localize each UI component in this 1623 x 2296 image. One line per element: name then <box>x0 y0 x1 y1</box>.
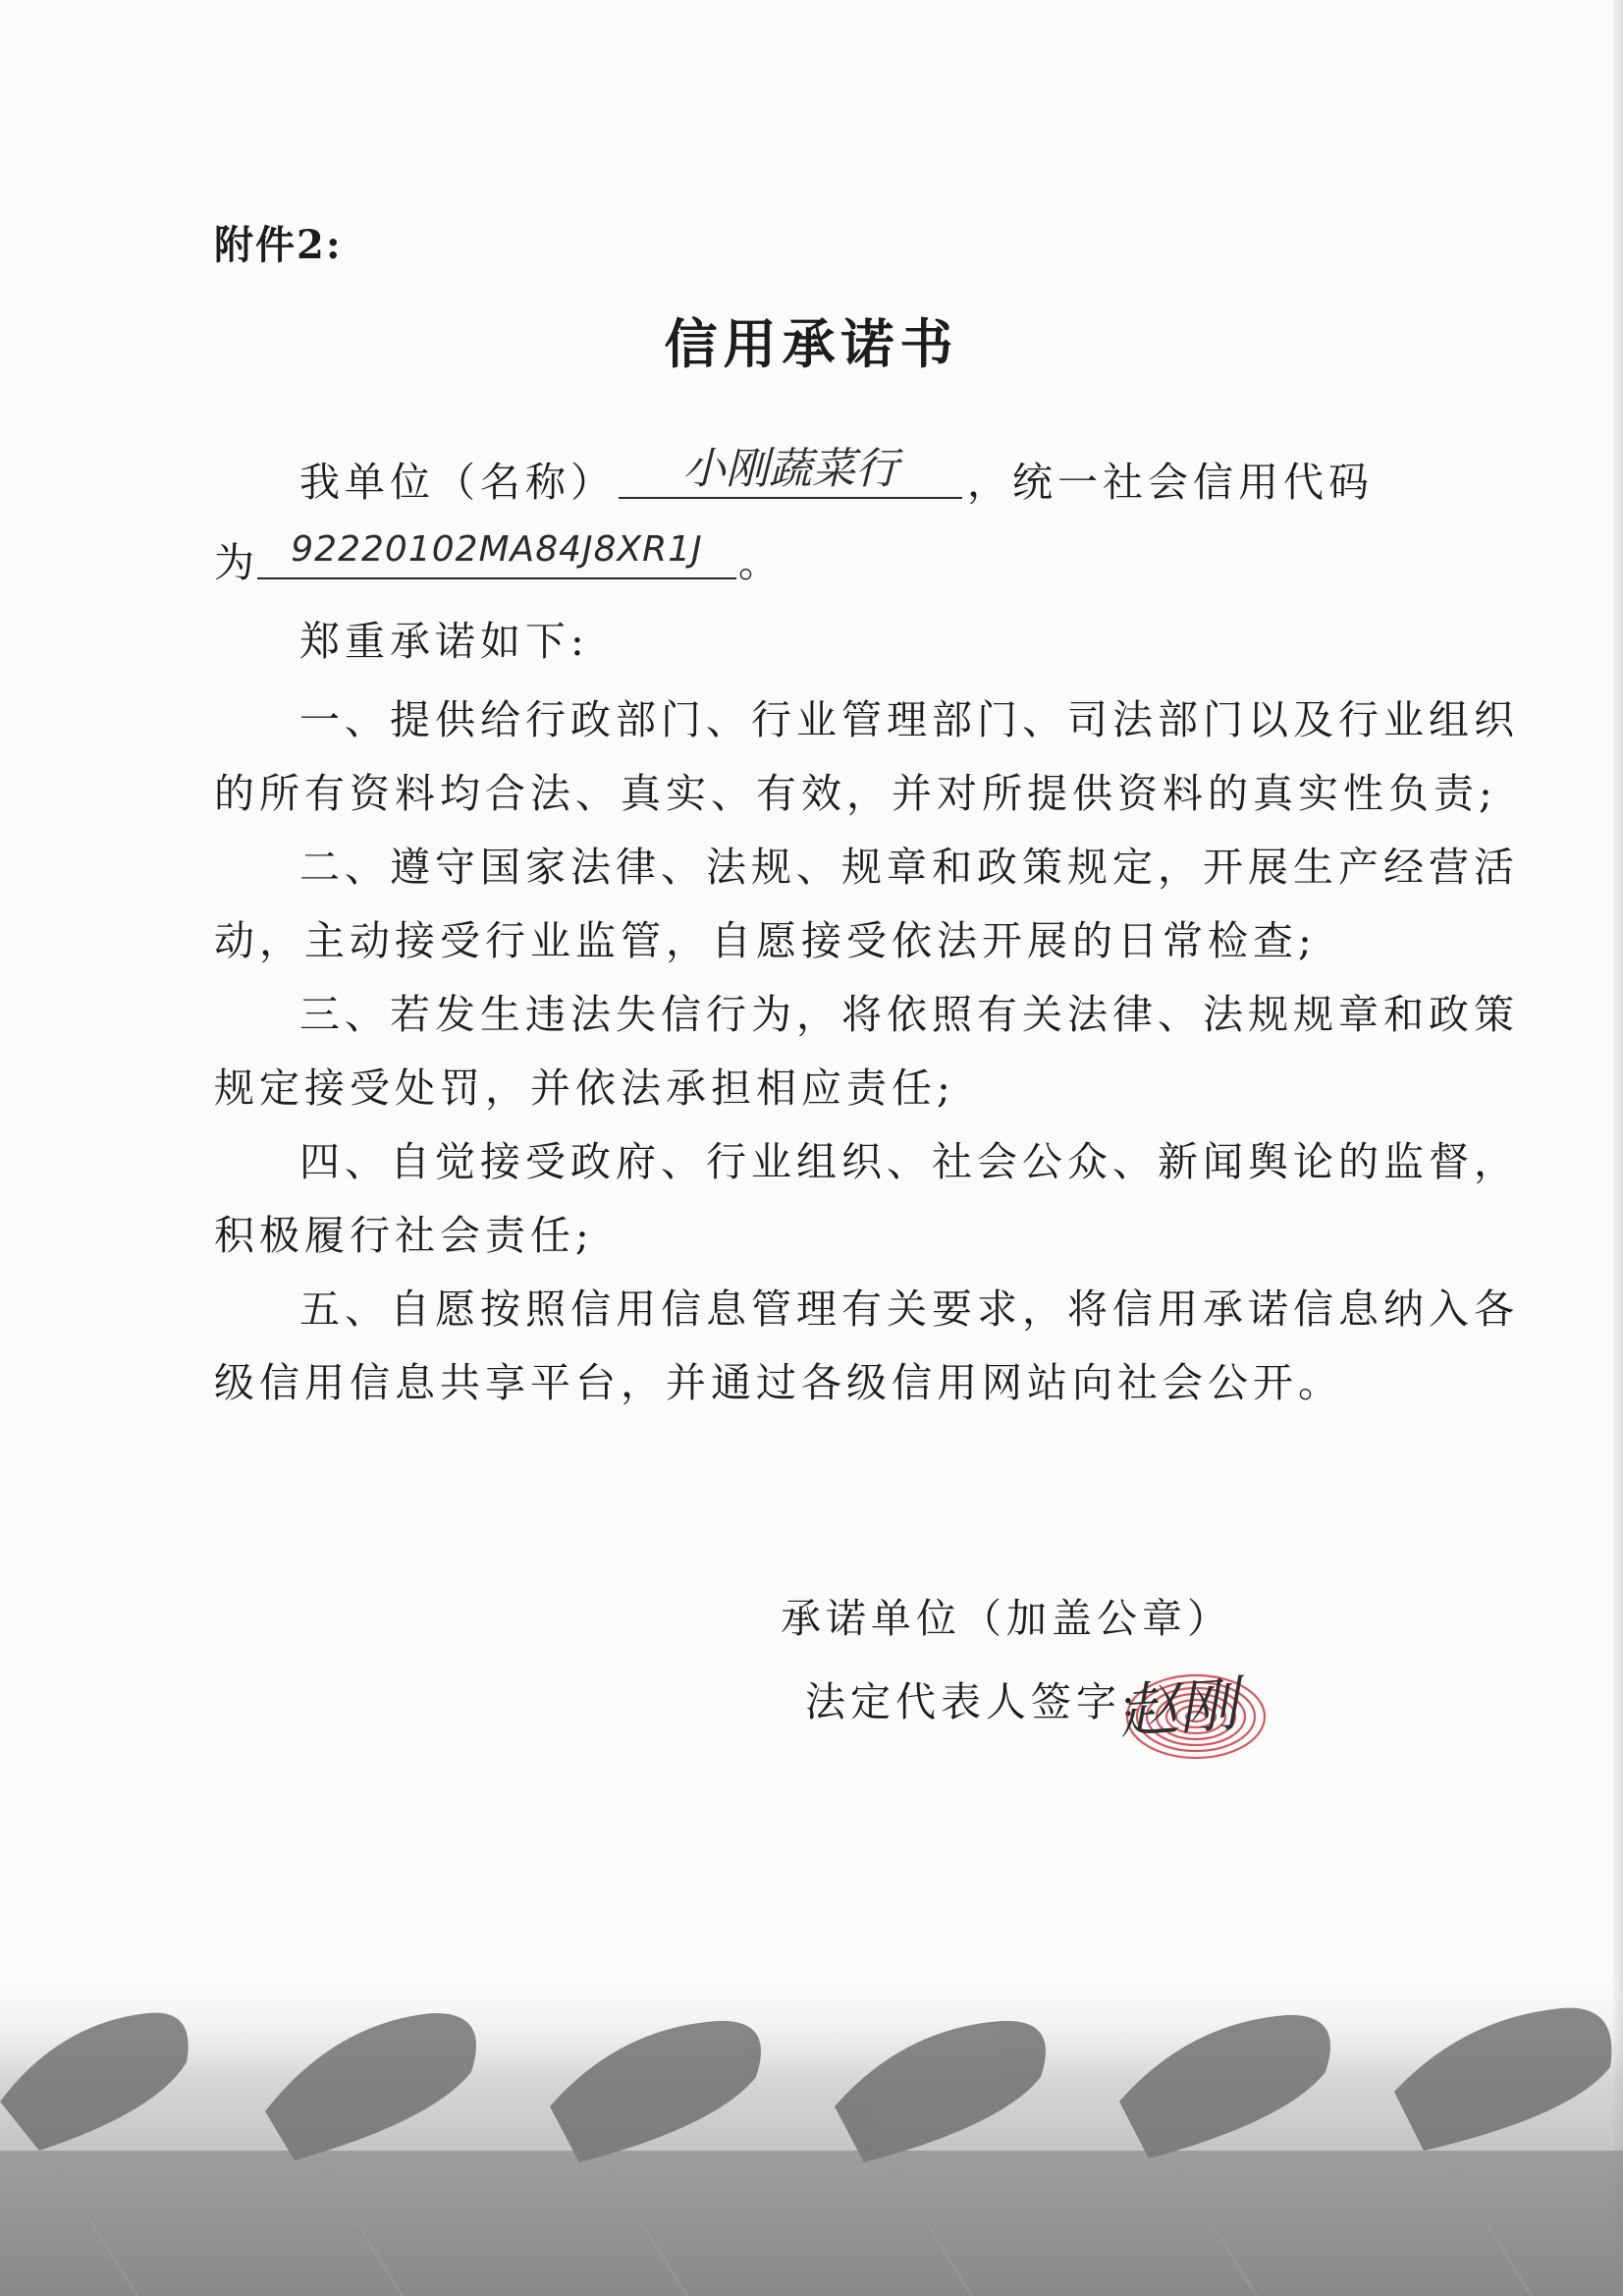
commitment-3-line-2: 规定接受处罚，并依法承担相应责任; <box>214 1065 955 1112</box>
unit-name-field: 小刚蔬菜行 <box>619 442 962 499</box>
commitment-2-line-2: 动，主动接受行业监管，自愿接受依法开展的日常检查; <box>214 917 1317 964</box>
commitment-2-line-1: 二、遵守国家法律、法规、规章和政策规定，开展生产经营活 <box>299 844 1519 891</box>
handwritten-signature: 赵刚 <box>1117 1669 1240 1748</box>
committing-unit-label: 承诺单位（加盖公章） <box>781 1595 1232 1642</box>
intro-line-2-suffix: 。 <box>738 539 784 586</box>
commitment-5-line-2: 级信用信息共享平台，并通过各级信用网站向社会公开。 <box>214 1359 1343 1406</box>
commitment-3-line-1: 三、若发生违法失信行为，将依照有关法律、法规规章和政策 <box>299 991 1519 1038</box>
promise-heading: 郑重承诺如下: <box>299 618 589 665</box>
intro-line-1-suffix: ，统一社会信用代码 <box>967 459 1374 506</box>
commitment-4-line-1: 四、自觉接受政府、行业组织、社会公众、新闻舆论的监督， <box>299 1138 1519 1185</box>
footer-decoration-image <box>0 1905 1623 2296</box>
commitment-4-line-2: 积极履行社会责任; <box>214 1212 594 1259</box>
document-title: 信用承诺书 <box>664 312 959 375</box>
attachment-label: 附件2: <box>214 222 343 268</box>
intro-line-1-prefix: 我单位（名称） <box>299 459 616 506</box>
commitment-1-line-1: 一、提供给行政部门、行业管理部门、司法部门以及行业组织 <box>299 696 1519 743</box>
credit-code-field: 92220102MA84J8XR1J <box>257 522 736 579</box>
commitment-1-line-2: 的所有资料均合法、真实、有效，并对所提供资料的真实性负责; <box>214 770 1497 817</box>
commitment-5-line-1: 五、自愿按照信用信息管理有关要求，将信用承诺信息纳入各 <box>299 1285 1519 1333</box>
intro-line-2-prefix: 为 <box>214 539 259 586</box>
legal-rep-label: 法定代表人签字: <box>805 1678 1140 1725</box>
